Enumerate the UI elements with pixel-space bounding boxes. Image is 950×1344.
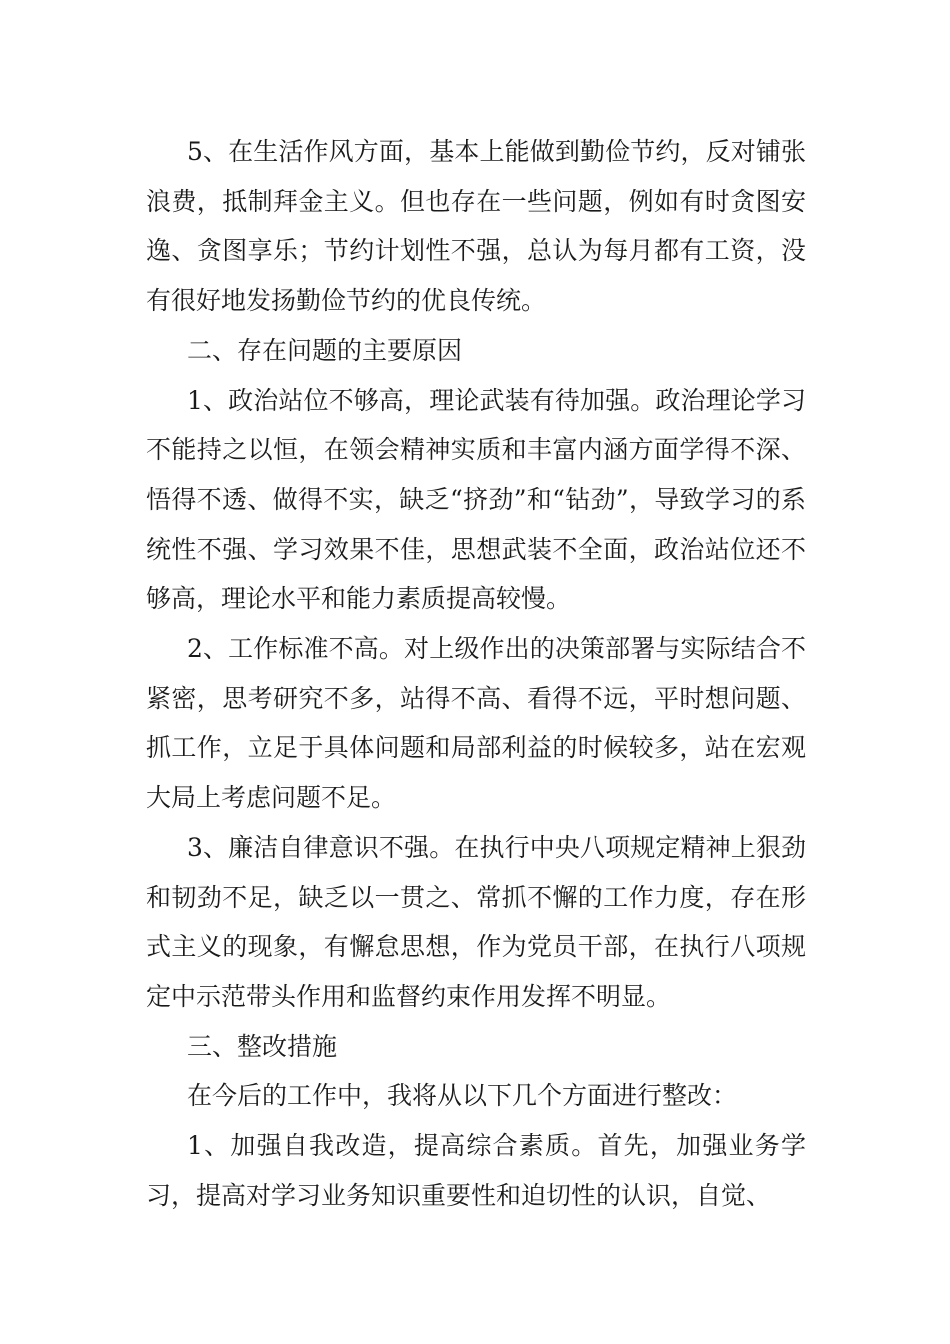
paragraph-rectification-intro: 在今后的工作中，我将从以下几个方面进行整改：: [187, 1081, 738, 1111]
section-heading-main-causes: 二、存在问题的主要原因: [187, 335, 463, 365]
paragraph-cause-2: 2、工作标准不高。对上级作出的决策部署与实际结合不紧密，思考研究不多，站得不高、看得不远，平时想问题、抓工作，立足于具体问题和局部利益的时候较多，站在宏观大局上考虑问题不足。: [146, 634, 806, 813]
paragraph-measure-1: 1、加强自我改造，提高综合素质。首先，加强业务学习，提高对学习业务知识重要性和迫切性的认识，自觉、: [146, 1131, 806, 1210]
document-body: [146, 127, 806, 1220]
paragraph-lifestyle-point-5: 5、在生活作风方面，基本上能做到勤俭节约，反对铺张浪费，抵制拜金主义。但也存在一些问题，例如有时贪图安逸、贪图享乐；节约计划性不强，总认为每月都有工资，没有很好地发扬勤俭节约的优良传统。: [146, 137, 806, 316]
section-heading-rectification-measures: 三、整改措施: [187, 1031, 338, 1061]
paragraph-cause-3: 3、廉洁自律意识不强。在执行中央八项规定精神上狠劲和韧劲不足，缺乏以一贯之、常抓不懈的工作力度，存在形式主义的现象，有懈怠思想，作为党员干部，在执行八项规定中示范带头作用和监督约束作用发挥不明显。: [146, 832, 806, 1011]
paragraph-cause-1: 1、政治站位不够高，理论武装有待加强。政治理论学习不能持之以恒，在领会精神实质和丰富内涵方面学得不深、悟得不透、做得不实，缺乏“挤劲”和“钻劲”，导致学习的系统性不强、学习效果不佳，思想武装不全面，政治站位还不够高，理论水平和能力素质提高较慢。: [146, 385, 806, 614]
